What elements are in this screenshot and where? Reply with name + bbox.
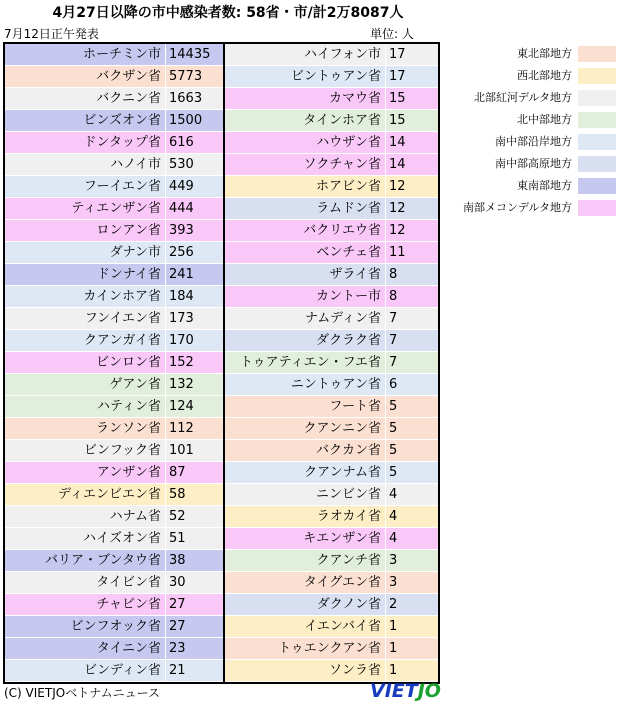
- province-name: ソクチャン省: [303, 157, 381, 172]
- table-row: [225, 308, 438, 330]
- case-count: 21: [165, 660, 223, 681]
- province-name: タイグエン省: [303, 575, 381, 590]
- case-count: 1: [385, 638, 438, 659]
- province-name: ドンナイ省: [96, 267, 161, 282]
- table-row: [225, 176, 438, 198]
- case-count: 8: [385, 286, 438, 307]
- table-row: [5, 572, 223, 594]
- province-name: アンザン省: [96, 465, 161, 480]
- province-name: ランソン省: [95, 421, 161, 436]
- case-count: 7: [385, 330, 438, 351]
- province-name: タインホア省: [303, 113, 381, 128]
- case-count: 14: [385, 154, 438, 175]
- legend-item: [456, 109, 620, 131]
- province-name: フンイエン省: [84, 311, 161, 326]
- table-row: [5, 154, 223, 176]
- case-count: 184: [165, 286, 223, 307]
- table-row: [5, 374, 223, 396]
- legend-label: 南中部沿岸地方: [495, 135, 572, 148]
- case-count: 27: [165, 616, 223, 637]
- table-column-right: [223, 44, 438, 682]
- legend-label: 東北部地方: [517, 47, 572, 60]
- legend-item: [456, 153, 620, 175]
- province-name: ビンフック省: [83, 443, 161, 458]
- province-name: ハイフォン市: [304, 47, 381, 62]
- legend-label: 北部紅河デルタ地方: [473, 91, 572, 104]
- case-count: 173: [165, 308, 223, 329]
- case-count: 27: [165, 594, 223, 615]
- province-name: ダナン市: [109, 245, 161, 260]
- announcement-date: 7月12日正午発表: [4, 27, 99, 41]
- legend-label: 南部メコンデルタ地方: [462, 201, 572, 214]
- case-count: 87: [165, 462, 223, 483]
- province-name: ロンアン省: [96, 223, 161, 238]
- province-name: ゲアン省: [109, 377, 161, 392]
- table-row: [225, 264, 438, 286]
- table-row: [5, 132, 223, 154]
- case-count: 58: [165, 484, 223, 505]
- table-row: [5, 550, 223, 572]
- logo-text-accent: JO: [417, 680, 441, 702]
- province-name: タイビン省: [96, 575, 161, 590]
- province-name: バクリエウ省: [303, 223, 381, 238]
- legend-swatch: [578, 46, 616, 62]
- province-name: クアンチ省: [316, 553, 381, 568]
- province-name: カマウ省: [328, 91, 381, 106]
- province-name: ビンディン省: [84, 663, 161, 678]
- table-column-left: [5, 44, 223, 682]
- province-name: クアンガイ省: [83, 333, 161, 348]
- province-name: ビントゥアン省: [290, 69, 381, 84]
- province-name: ラムドン省: [316, 201, 381, 216]
- table-row: [225, 484, 438, 506]
- table-row: [5, 418, 223, 440]
- province-name: ハナム省: [109, 509, 161, 524]
- legend-swatch: [578, 156, 616, 172]
- table-row: [5, 66, 223, 88]
- province-name: ベンチェ省: [316, 245, 381, 260]
- case-count: 5: [385, 418, 438, 439]
- legend-swatch: [578, 112, 616, 128]
- table-row: [5, 506, 223, 528]
- case-count: 1500: [165, 110, 223, 131]
- case-count: 52: [165, 506, 223, 527]
- province-name: ザライ省: [329, 267, 381, 282]
- table-row: [225, 44, 438, 66]
- province-name: ナムディン省: [304, 311, 381, 326]
- province-name: トゥアティエン・フエ省: [240, 355, 381, 370]
- table-row: [225, 440, 438, 462]
- province-name: トゥエンクアン省: [278, 641, 381, 656]
- case-count: 1: [385, 616, 438, 637]
- table-row: [5, 396, 223, 418]
- table-row: [225, 418, 438, 440]
- province-name: フート省: [329, 399, 381, 414]
- province-name: ビンロン省: [95, 355, 161, 370]
- province-name: ラオカイ省: [316, 509, 381, 524]
- legend-item: [456, 87, 620, 109]
- table-row: [225, 242, 438, 264]
- case-count: 17: [385, 44, 438, 65]
- table-row: [225, 638, 438, 660]
- case-count: 15: [385, 88, 438, 109]
- province-name: バクザン省: [96, 69, 161, 84]
- case-count: 170: [165, 330, 223, 351]
- case-count: 30: [165, 572, 223, 593]
- province-name: ニントゥアン省: [290, 377, 381, 392]
- table-row: [225, 352, 438, 374]
- case-count: 5: [385, 462, 438, 483]
- case-count: 7: [385, 352, 438, 373]
- province-name: ホーチミン市: [82, 47, 161, 62]
- table-row: [5, 44, 223, 66]
- case-count: 241: [165, 264, 223, 285]
- province-name: ドンタップ省: [83, 135, 161, 150]
- legend-label: 南中部高原地方: [495, 157, 572, 170]
- case-table: [3, 42, 440, 684]
- case-count: 1663: [165, 88, 223, 109]
- table-row: [5, 198, 223, 220]
- table-row: [5, 638, 223, 660]
- table-row: [225, 154, 438, 176]
- case-count: 11: [385, 242, 438, 263]
- province-name: カインホア省: [83, 289, 161, 304]
- table-row: [225, 374, 438, 396]
- table-row: [225, 220, 438, 242]
- page-title: 4月27日以降の市中感染者数: 58省・市/計2万8087人: [52, 5, 404, 21]
- province-name: クアンナム省: [304, 465, 381, 480]
- case-count: 3: [385, 550, 438, 571]
- legend-item: [456, 197, 620, 219]
- case-count: 8: [385, 264, 438, 285]
- legend-item: [456, 175, 620, 197]
- province-name: フーイエン省: [83, 179, 161, 194]
- legend-swatch: [578, 200, 616, 216]
- legend-item: [456, 43, 620, 65]
- table-row: [5, 242, 223, 264]
- province-name: ビンフオック省: [70, 619, 161, 634]
- legend-swatch: [578, 178, 616, 194]
- table-row: [225, 660, 438, 682]
- case-count: 38: [165, 550, 223, 571]
- case-count: 6: [385, 374, 438, 395]
- table-row: [225, 88, 438, 110]
- case-count: 5: [385, 396, 438, 417]
- table-row: [5, 308, 223, 330]
- case-count: 393: [165, 220, 223, 241]
- case-count: 5773: [165, 66, 223, 87]
- table-row: [5, 594, 223, 616]
- legend-item: [456, 131, 620, 153]
- case-count: 12: [385, 176, 438, 197]
- case-count: 23: [165, 638, 223, 659]
- case-count: 51: [165, 528, 223, 549]
- table-row: [225, 66, 438, 88]
- table-row: [225, 572, 438, 594]
- province-name: チャビン省: [96, 597, 161, 612]
- case-count: 444: [165, 198, 223, 219]
- case-count: 124: [165, 396, 223, 417]
- table-row: [225, 396, 438, 418]
- case-count: 4: [385, 506, 438, 527]
- table-row: [5, 176, 223, 198]
- province-name: バクニン省: [96, 91, 161, 106]
- case-count: 616: [165, 132, 223, 153]
- province-name: ハノイ市: [110, 157, 161, 172]
- logo-text-main: VIET: [370, 680, 418, 702]
- legend-label: 東南部地方: [517, 179, 572, 192]
- case-count: 14: [385, 132, 438, 153]
- case-count: 14435: [165, 44, 223, 65]
- case-count: 256: [165, 242, 223, 263]
- table-row: [5, 462, 223, 484]
- table-row: [225, 506, 438, 528]
- province-name: ニンビン省: [315, 487, 381, 502]
- case-count: 4: [385, 484, 438, 505]
- province-name: タイニン省: [96, 641, 161, 656]
- province-name: ビンズオン省: [83, 113, 161, 128]
- province-name: カントー市: [315, 289, 381, 304]
- table-row: [5, 286, 223, 308]
- table-row: [225, 462, 438, 484]
- province-name: クアンニン省: [303, 421, 381, 436]
- case-count: 530: [165, 154, 223, 175]
- table-row: [225, 198, 438, 220]
- province-name: ティエンザン省: [71, 201, 161, 216]
- case-count: 15: [385, 110, 438, 131]
- table-row: [5, 660, 223, 682]
- case-count: 12: [385, 198, 438, 219]
- province-name: ディエンビエン省: [58, 487, 161, 502]
- table-row: [225, 528, 438, 550]
- case-count: 112: [165, 418, 223, 439]
- table-row: [225, 550, 438, 572]
- case-count: 4: [385, 528, 438, 549]
- case-count: 12: [385, 220, 438, 241]
- legend-label: 北中部地方: [517, 113, 572, 126]
- table-row: [5, 88, 223, 110]
- case-count: 17: [385, 66, 438, 87]
- table-row: [5, 484, 223, 506]
- table-row: [5, 352, 223, 374]
- legend-swatch: [578, 68, 616, 84]
- table-row: [5, 264, 223, 286]
- copyright-text: (C) VIETJOベトナムニュース: [4, 686, 161, 700]
- table-row: [225, 132, 438, 154]
- province-name: バクカン省: [315, 443, 381, 458]
- case-count: 101: [165, 440, 223, 461]
- province-name: ソンラ省: [328, 663, 381, 678]
- table-row: [225, 616, 438, 638]
- table-row: [5, 528, 223, 550]
- unit-label: 単位: 人: [370, 27, 414, 41]
- table-row: [225, 330, 438, 352]
- case-count: 7: [385, 308, 438, 329]
- table-row: [5, 110, 223, 132]
- table-row: [5, 220, 223, 242]
- province-name: ハウザン省: [316, 135, 381, 150]
- province-name: バリア・ブンタウ省: [45, 553, 161, 568]
- table-row: [225, 594, 438, 616]
- table-row: [5, 616, 223, 638]
- case-count: 5: [385, 440, 438, 461]
- table-row: [5, 330, 223, 352]
- case-count: 3: [385, 572, 438, 593]
- case-count: 1: [385, 660, 438, 681]
- table-row: [5, 440, 223, 462]
- province-name: イエンバイ省: [304, 619, 381, 634]
- table-row: [225, 110, 438, 132]
- case-count: 449: [165, 176, 223, 197]
- case-count: 132: [165, 374, 223, 395]
- legend-swatch: [578, 90, 616, 106]
- legend-swatch: [578, 134, 616, 150]
- table-row: [225, 286, 438, 308]
- province-name: ダクノン省: [316, 597, 381, 612]
- province-name: ホアビン省: [315, 179, 381, 194]
- province-name: キエンザン省: [303, 531, 381, 546]
- legend-item: [456, 65, 620, 87]
- province-name: ハティン省: [97, 399, 161, 414]
- case-count: 152: [165, 352, 223, 373]
- province-name: ハイズオン省: [83, 531, 161, 546]
- province-name: ダクラク省: [315, 333, 381, 348]
- case-count: 2: [385, 594, 438, 615]
- legend-label: 西北部地方: [517, 69, 572, 82]
- vietjo-logo: [370, 680, 441, 702]
